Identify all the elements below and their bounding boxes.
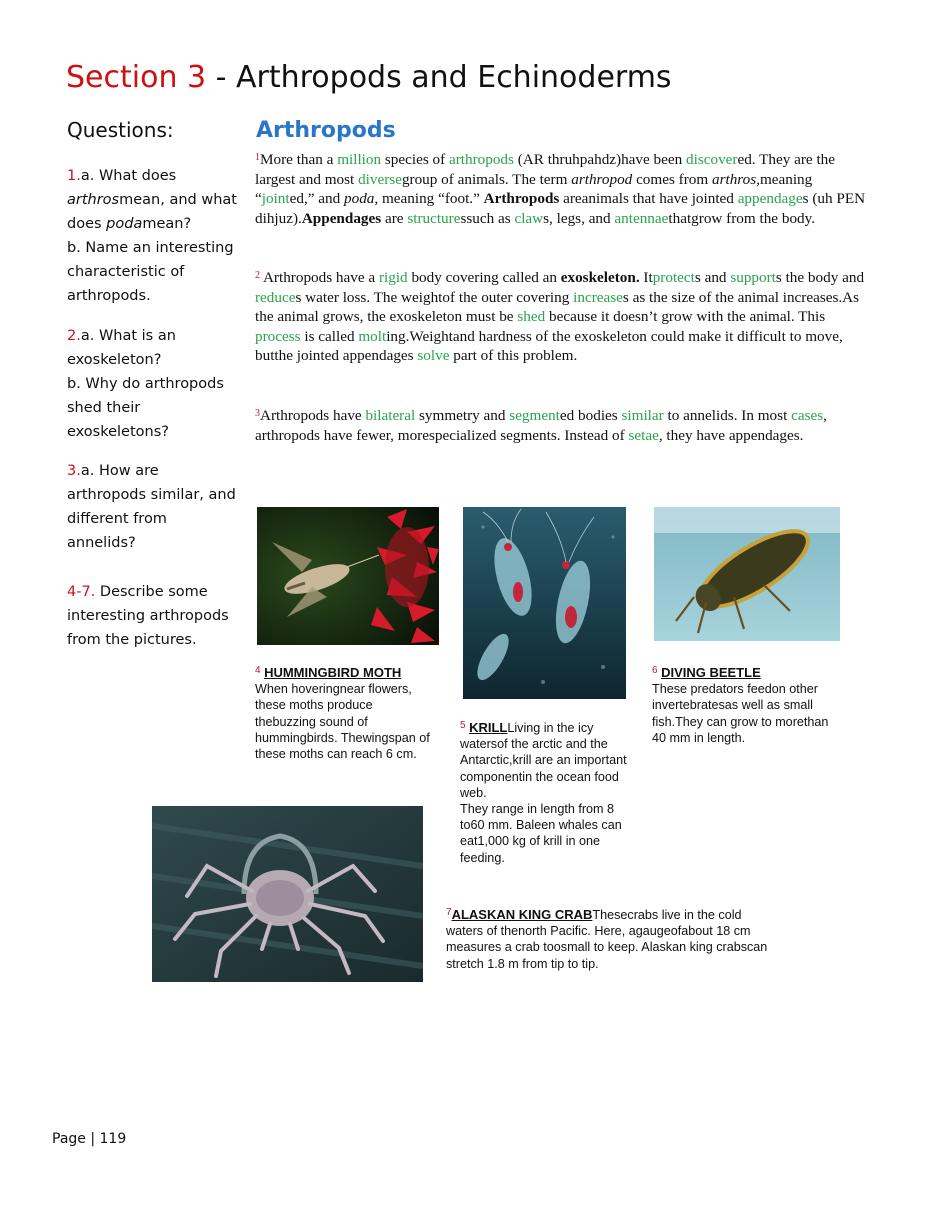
question-text: a. What does (80, 168, 177, 184)
caption-diving-beetle (652, 665, 842, 746)
paragraph-number: 1 (255, 152, 260, 163)
page-footer (52, 1131, 126, 1147)
question-text: mean, and what does (67, 192, 237, 232)
question-text: a. What is an exoskeleton? (67, 328, 176, 368)
caption-number: 6 (652, 665, 658, 676)
caption-krill (460, 720, 630, 866)
caption-title: DIVING BEETLE (661, 665, 761, 680)
question-text: b. Name an interesting characteristic of arthropods. (67, 240, 234, 304)
question-number: 4-7. (67, 584, 96, 600)
question-4 (67, 580, 237, 652)
questions-heading: Questions: (67, 118, 174, 142)
question-term: arthros (67, 192, 120, 208)
hummingbird-moth-photo (257, 507, 439, 645)
page-label: Page | (52, 1131, 100, 1147)
caption-number: 7 (446, 907, 452, 918)
caption-text: Thesecrabs live in the cold waters of thenorth Pacific. Here, agaugeofabout 18 cm measures a crab toosmall to keep. Alaskan king crabscan stretch 1.8 m from tip to tip. (446, 908, 768, 971)
question-text: Describe some interesting arthropods from the pictures. (67, 584, 229, 648)
caption-title: HUMMINGBIRD MOTH (264, 665, 402, 680)
caption-title: KRILL (469, 720, 508, 735)
caption-number: 5 (460, 720, 466, 731)
paragraph-1: $^1$More than a million species of arthropods (AR thruhpahdz)have been discovered. They are the largest and most diversegroup of animals. The term arthropod comes from arthros,meaning “jointed,” and poda, meaning “foot.” Arthropods areanimals that have jointed appendages (uh PEN dihjuz).Appendages are structuressuch as claws, legs, and antennaethatgrow from the body. (255, 151, 866, 227)
question-2 (67, 324, 237, 444)
caption-alaskan-king-crab (446, 907, 778, 972)
paragraph-2: $^2$ Arthropods have a rigid body covering called an exoskeleton. Itprotects and supports the body and reduces water loss. The weightof the outer covering increases as the size of the animal increases.As the animal grows, the exoskeleton must be shed because it doesn’t grow with the animal. This process is called molting.Weightand hardness of the exoskeleton could make it difficult to move, butthe jointed appendages solve part of this problem. (255, 269, 865, 365)
krill-photo (463, 507, 626, 699)
question-text: b. Why do arthropods shed their exoskeletons? (67, 376, 224, 440)
paragraph-number: 2 (255, 270, 260, 281)
question-number: 3. (67, 463, 81, 479)
caption-number: 4 (255, 665, 261, 676)
question-number: 2. (67, 328, 81, 344)
question-1 (67, 164, 237, 308)
caption-text: Living in the icy watersof the arctic and the Antarctic,krill are an important componentin the ocean food web. (460, 721, 627, 800)
alaskan-king-crab-photo (152, 806, 423, 982)
caption-title: ALASKAN KING CRAB (451, 907, 593, 922)
page-number: 119 (99, 1131, 127, 1147)
question-text: a. How are arthropods similar, and different from annelids? (67, 463, 236, 551)
caption-text: When hoveringnear flowers, these moths produce thebuzzing sound of hummingbirds. Thewingspan of these moths can reach 6 cm. (255, 682, 430, 762)
caption-hummingbird-moth (255, 665, 435, 762)
question-number: 1. (67, 168, 81, 184)
diving-beetle-photo (654, 507, 840, 641)
question-term: poda (106, 216, 143, 232)
paragraph-3: $^3$Arthropods have bilateral symmetry and segmented bodies similar to annelids. In most cases, arthropods have fewer, morespecialized segments. Instead of setae, they have appendages. (255, 407, 827, 444)
caption-text: They range in length from 8 to60 mm. Baleen whales can eat1,000 kg of krill in one feeding. (460, 802, 622, 865)
section-number: Section 3 (66, 60, 207, 95)
question-text: mean? (142, 216, 192, 232)
paragraph-number: 3 (255, 408, 260, 419)
question-3 (67, 459, 237, 555)
caption-text: These predators feedon other invertebratesas well as small fish.They can grow to morethan 40 mm in length. (652, 682, 829, 745)
section-title: - Arthropods and Echinoderms (206, 60, 672, 95)
article-heading: Arthropods (256, 118, 396, 143)
page-title (66, 60, 672, 95)
